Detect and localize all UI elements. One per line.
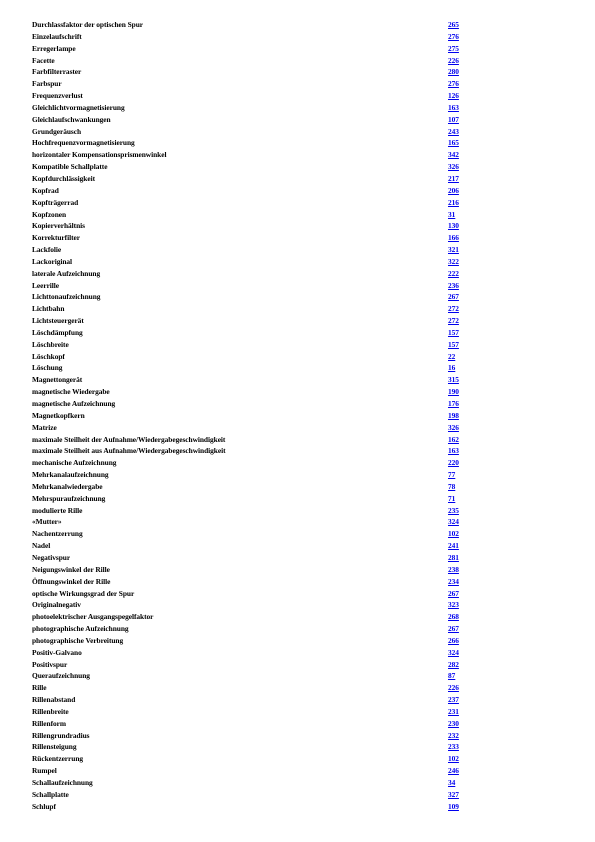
page-reference-link[interactable]: 222 [448, 268, 459, 278]
page-reference-link[interactable]: 157 [448, 339, 459, 349]
index-term: Rillenform [32, 718, 66, 728]
index-term: Mehrspuraufzeichnung [32, 493, 106, 503]
index-entry [32, 576, 472, 588]
index-term: magnetische Wiedergabe [32, 387, 110, 397]
page-reference-link[interactable]: 233 [448, 742, 459, 752]
index-entry [32, 90, 472, 102]
index-term: Kopierverhältnis [32, 221, 85, 231]
page-reference-link[interactable]: 246 [448, 766, 459, 776]
page-reference-link[interactable]: 234 [448, 576, 459, 586]
index-entry [32, 635, 472, 647]
index-term: Facette [32, 55, 55, 65]
page-reference-link[interactable]: 176 [448, 399, 459, 408]
index-entry [32, 244, 472, 256]
index-entry [32, 137, 472, 149]
page-reference-link[interactable]: 87 [448, 671, 456, 681]
index-entry [32, 197, 472, 209]
index-entry [32, 398, 472, 410]
page-reference-link[interactable]: 267 [448, 292, 459, 302]
index-entry [32, 256, 472, 268]
index-term: Rillensteigung [32, 742, 77, 752]
index-entry [32, 374, 472, 386]
index-term: Farbspur [32, 79, 62, 89]
index-term: Löschdämpfung [32, 327, 83, 337]
index-entry [32, 528, 472, 540]
page-reference-link[interactable]: 321 [448, 245, 459, 255]
index-entry [32, 173, 472, 185]
index-entry [32, 55, 472, 67]
index-entry [32, 78, 472, 90]
index-term: Erregerlampe [32, 43, 76, 53]
page-reference-link[interactable]: 266 [448, 635, 459, 645]
index-term: Magnetkopfkern [32, 410, 85, 420]
page-reference-link[interactable]: 220 [448, 458, 459, 468]
index-term: Schlupf [32, 801, 56, 811]
page-reference-link[interactable]: 243 [448, 126, 459, 136]
index-entry [32, 362, 472, 374]
index-entry [32, 765, 472, 777]
index-entry [32, 291, 472, 303]
index-term: magnetische Aufzeichnung [32, 399, 116, 408]
index-term: «Mutter» [32, 517, 62, 527]
index-entry [32, 801, 472, 813]
index-term: Kopfrad [32, 185, 59, 195]
page-reference-link[interactable]: 34 [448, 778, 456, 787]
index-term: Rillenabstand [32, 695, 76, 705]
index-entry [32, 730, 472, 742]
index-entry [32, 19, 472, 31]
index-entry [32, 505, 472, 517]
index-term: photographische Verbreitung [32, 635, 124, 645]
index-entry [32, 327, 472, 339]
page-reference-link[interactable]: 109 [448, 801, 459, 811]
index-entry [32, 315, 472, 327]
index-entry [32, 611, 472, 623]
index-entry [32, 552, 472, 564]
page-reference-link[interactable]: 216 [448, 197, 459, 207]
index-entry [32, 564, 472, 576]
page-reference-link[interactable]: 342 [448, 150, 459, 160]
index-term: Lackoriginal [32, 256, 73, 266]
index-entry [32, 706, 472, 718]
page-reference-link[interactable]: 315 [448, 375, 459, 385]
index-term: Frequenzverlust [32, 91, 83, 101]
index-term: Kopfzonen [32, 209, 67, 219]
page-reference-link[interactable]: 102 [448, 754, 459, 764]
index-term: Negativspur [32, 552, 71, 562]
page-reference-link[interactable]: 77 [448, 470, 456, 480]
index-entry [32, 149, 472, 161]
index-entry [32, 718, 472, 730]
index-term: laterale Aufzeichnung [32, 268, 101, 278]
page-reference-link[interactable]: 166 [448, 233, 459, 243]
index-term: Magnettongerät [32, 375, 83, 385]
page-reference-link[interactable]: 107 [448, 114, 459, 124]
index-term: Lichtbahn [32, 304, 65, 314]
page-reference-link[interactable]: 322 [448, 256, 459, 266]
page-reference-link[interactable]: 238 [448, 564, 459, 574]
index-entry [32, 126, 472, 138]
index-entry [32, 741, 472, 753]
page-reference-link[interactable]: 275 [448, 43, 459, 53]
index-term: Öffnungswinkel der Rille [32, 576, 111, 586]
index-term: Schallplatte [32, 789, 69, 799]
index-entry [32, 599, 472, 611]
page-reference-link[interactable]: 265 [448, 20, 459, 29]
index-term: Positivspur [32, 659, 68, 669]
index-term: horizontaler Kompensationsprismenwinkel [32, 150, 167, 160]
page-reference-link[interactable]: 323 [448, 600, 459, 610]
index-term: Nachentzerrung [32, 529, 83, 539]
index-term: Löschung [32, 363, 63, 373]
index-term: Rillenbreite [32, 706, 69, 716]
index-term: Korrekturfilter [32, 233, 80, 243]
page-reference-link[interactable]: 326 [448, 162, 459, 172]
page-reference-link[interactable]: 190 [448, 387, 459, 397]
index-entry [32, 268, 472, 280]
page-reference-link[interactable]: 31 [448, 209, 456, 219]
index-term: Löschkopf [32, 351, 65, 361]
page-reference-link[interactable]: 71 [448, 493, 456, 503]
index-term: Rillengrundradius [32, 730, 90, 740]
index-entry [32, 670, 472, 682]
index-term: Originalnegativ [32, 600, 81, 610]
index-entry [32, 434, 472, 446]
page-reference-link[interactable]: 272 [448, 316, 459, 326]
index-term: Rückentzerrung [32, 754, 84, 764]
page-reference-link[interactable]: 217 [448, 173, 459, 183]
index-entry [32, 469, 472, 481]
index-term: Farbfilterraster [32, 67, 82, 77]
index-entry [32, 410, 472, 422]
page-reference-link[interactable]: 102 [448, 529, 459, 539]
index-term: Rille [32, 683, 47, 693]
page-reference-link[interactable]: 268 [448, 612, 459, 622]
page-reference-link[interactable]: 326 [448, 422, 459, 432]
page-reference-link[interactable]: 162 [448, 434, 459, 444]
index-entry [32, 682, 472, 694]
index-term: Lichttonaufzeichnung [32, 292, 101, 302]
index-entry [32, 339, 472, 351]
index-entry [32, 185, 472, 197]
index-term: Queraufzeichnung [32, 671, 90, 681]
index-entry [32, 588, 472, 600]
page-reference-link[interactable]: 282 [448, 659, 459, 669]
page-reference-link[interactable]: 267 [448, 588, 459, 598]
page-reference-link[interactable]: 267 [448, 624, 459, 634]
page-reference-link[interactable]: 276 [448, 79, 459, 89]
index-term: Leerrille [32, 280, 60, 290]
page-reference-link[interactable]: 226 [448, 55, 459, 65]
index-term: Gleichlaufschwankungen [32, 114, 111, 124]
index-term: modulierte Rille [32, 505, 83, 515]
page-reference-link[interactable]: 206 [448, 185, 459, 195]
index-entry [32, 694, 472, 706]
index-term: Kopfdurchlässigkeit [32, 173, 95, 183]
index-entry [32, 351, 472, 363]
index-entry [32, 753, 472, 765]
index-term: Grundgeräusch [32, 126, 82, 136]
index-term: Mehrkanalaufzeichnung [32, 470, 109, 480]
page-reference-link[interactable]: 163 [448, 102, 459, 112]
index-entry [32, 659, 472, 671]
index-entry [32, 481, 472, 493]
index-entry [32, 386, 472, 398]
page-reference-link[interactable]: 327 [448, 789, 459, 799]
index-term: Positiv-Galvano [32, 647, 82, 657]
index-entry [32, 623, 472, 635]
index-term: Rumpel [32, 766, 57, 776]
index-entry [32, 280, 472, 292]
index-entry [32, 457, 472, 469]
index-entry [32, 789, 472, 801]
index-term: Löschbreite [32, 339, 69, 349]
index-entry [32, 114, 472, 126]
index-term: Schallaufzeichnung [32, 778, 93, 787]
page-reference-link[interactable]: 16 [448, 363, 456, 373]
index-term: Einzelaufschrift [32, 31, 82, 41]
page-reference-link[interactable]: 130 [448, 221, 459, 231]
index-entry [32, 422, 472, 434]
index-term: optische Wirkungsgrad der Spur [32, 588, 135, 598]
index-entry [32, 493, 472, 505]
index-term: maximale Steilheit der Aufnahme/Wiedergabegeschwindigkeit [32, 434, 226, 444]
index-entry [32, 43, 472, 55]
index-term: Gleichlichtvormagnetisierung [32, 102, 125, 112]
page-reference-link[interactable]: 231 [448, 706, 459, 716]
page-reference-link[interactable]: 236 [448, 280, 459, 290]
page-reference-link[interactable]: 232 [448, 730, 459, 740]
index-term: mechanische Aufzeichnung [32, 458, 117, 468]
page-reference-link[interactable]: 237 [448, 695, 459, 705]
page-reference-link[interactable]: 230 [448, 718, 459, 728]
index-term: Matrize [32, 422, 57, 432]
page-reference-link[interactable]: 276 [448, 31, 459, 41]
page-reference-link[interactable]: 78 [448, 481, 456, 491]
index-term: maximale Steilheit aus Aufnahme/Wiedergabegeschwindigkeit [32, 446, 226, 456]
page-reference-link[interactable]: 281 [448, 552, 459, 562]
index-term: Durchlassfaktor der optischen Spur [32, 20, 144, 29]
page-reference-link[interactable]: 324 [448, 647, 459, 657]
index-entry [32, 102, 472, 114]
page-reference-link[interactable]: 198 [448, 410, 459, 420]
index-entry [32, 777, 472, 789]
page-reference-link[interactable]: 280 [448, 67, 459, 77]
index-term: Mehrkanalwiedergabe [32, 481, 103, 491]
index-entry [32, 445, 472, 457]
index-entry [32, 516, 472, 528]
index-entry [32, 303, 472, 315]
index-entry [32, 66, 472, 78]
index-term: Lichtsteuergerät [32, 316, 84, 326]
page-reference-link[interactable]: 157 [448, 327, 459, 337]
page-reference-link[interactable]: 126 [448, 91, 459, 101]
index-entry [32, 31, 472, 43]
index-term: Kopfträgerrad [32, 197, 79, 207]
index-entry [32, 232, 472, 244]
index-term: Kompatible Schallplatte [32, 162, 108, 172]
page-reference-link[interactable]: 226 [448, 683, 459, 693]
index-entry [32, 540, 472, 552]
page-reference-link[interactable]: 165 [448, 138, 459, 148]
page-reference-link[interactable]: 235 [448, 505, 459, 515]
index-entry [32, 209, 472, 221]
index-term: Nadel [32, 541, 51, 551]
index-term: photographische Aufzeichnung [32, 624, 129, 634]
index-list [32, 19, 472, 813]
index-entry [32, 647, 472, 659]
page-reference-link[interactable]: 324 [448, 517, 459, 527]
index-term: Hochfrequenzvormagnetisierung [32, 138, 135, 148]
page-reference-link[interactable]: 163 [448, 446, 459, 456]
page-reference-link[interactable]: 22 [448, 351, 456, 361]
index-entry [32, 220, 472, 232]
page-reference-link[interactable]: 241 [448, 541, 459, 551]
index-term: Neigungswinkel der Rille [32, 564, 110, 574]
index-term: Lackfolie [32, 245, 62, 255]
page-reference-link[interactable]: 272 [448, 304, 459, 314]
index-term: photoelektrischer Ausgangspegelfaktor [32, 612, 154, 622]
index-entry [32, 161, 472, 173]
